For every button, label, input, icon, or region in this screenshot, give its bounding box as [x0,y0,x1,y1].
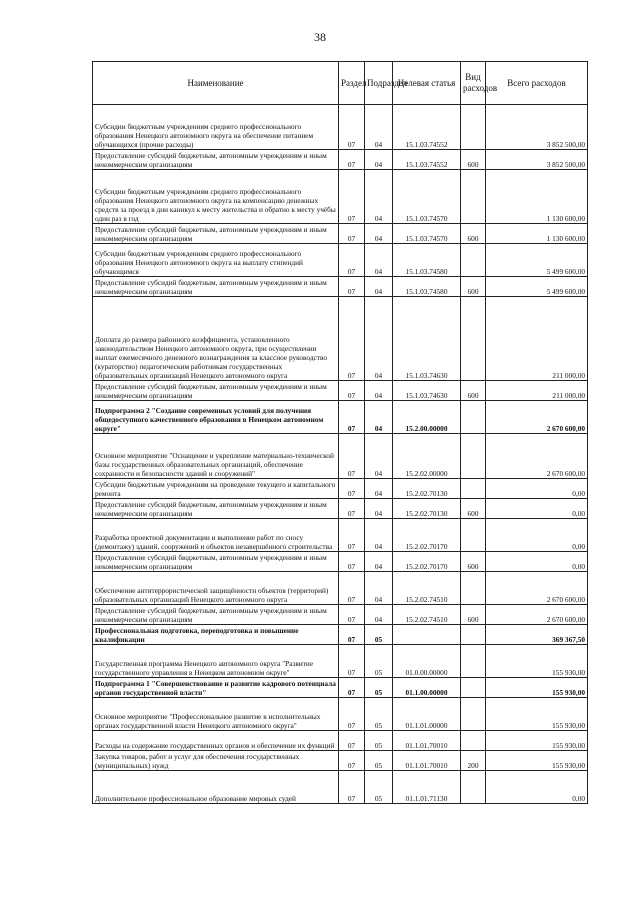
row-total: 0,00 [486,771,588,804]
row-total: 0,00 [486,499,588,519]
row-section: 07 [339,625,365,645]
row-subsection: 04 [365,479,393,499]
table-row [93,499,588,519]
table-row [93,224,588,244]
table-row [93,645,588,678]
row-expense-type: 600 [461,381,486,401]
table-row [93,479,588,499]
row-section: 07 [339,499,365,519]
row-expense-type: 600 [461,605,486,625]
row-total: 0,00 [486,552,588,572]
row-expense-type [461,479,486,499]
row-name: Подпрограмма 2 "Создание современных условий для получения общедоступного качественного образования в Ненецком автономном округе" [93,401,339,434]
row-target-article: 15.1.03.74552 [393,150,461,170]
row-name: Предоставление субсидий бюджетным, автономным учреждениям и иным некоммерческим организациям [93,277,339,297]
row-expense-type: 600 [461,499,486,519]
row-expense-type: 600 [461,552,486,572]
row-subsection: 04 [365,170,393,224]
row-name: Доплата до размера районного коэффициента, установленного законодательством Ненецкого автономного округа, при осуществлении выплат ежемесячного денежного вознаграждения за классное руководство (кураторство) педагогическим работникам государственных образовательных организаций Ненецкого автономного округа [93,297,339,381]
row-target-article: 15.1.03.74630 [393,381,461,401]
row-target-article: 15.2.02.70170 [393,552,461,572]
row-section: 07 [339,170,365,224]
table-row [93,552,588,572]
header-total: Всего расходов [486,62,588,105]
row-subsection: 04 [365,519,393,552]
row-expense-type [461,297,486,381]
row-name: Предоставление субсидий бюджетным, автономным учреждениям и иным некоммерческим организациям [93,552,339,572]
row-section: 07 [339,678,365,698]
row-name: Субсидии бюджетным учреждениям среднего профессионального образования Ненецкого автономного округа на обеспечение питанием обучающихся (прочие расходы) [93,105,339,150]
row-expense-type [461,731,486,751]
table-row [93,297,588,381]
row-expense-type [461,678,486,698]
table-row [93,751,588,771]
row-subsection: 04 [365,605,393,625]
row-target-article: 01.1.01.70010 [393,731,461,751]
row-section: 07 [339,224,365,244]
table-row [93,105,588,150]
row-total: 155 930,00 [486,731,588,751]
row-total: 155 930,00 [486,698,588,731]
row-section: 07 [339,552,365,572]
row-target-article: 15.1.03.74570 [393,170,461,224]
table-row [93,277,588,297]
header-name: Наименование [93,62,339,105]
row-section: 07 [339,645,365,678]
row-section: 07 [339,244,365,277]
header-subsection: Подраздел [365,62,393,105]
row-target-article: 15.1.03.74552 [393,105,461,150]
row-name: Предоставление субсидий бюджетным, автономным учреждениям и иным некоммерческим организациям [93,499,339,519]
table-row [93,731,588,751]
table-row [93,170,588,224]
row-name: Подпрограмма 1 "Совершенствование и развитие кадрового потенциала органов государственной власти" [93,678,339,698]
row-name: Предоставление субсидий бюджетным, автономным учреждениям и иным некоммерческим организациям [93,224,339,244]
row-section: 07 [339,698,365,731]
row-target-article: 15.2.02.70130 [393,499,461,519]
row-expense-type [461,434,486,479]
row-subsection: 05 [365,625,393,645]
row-section: 07 [339,605,365,625]
row-name: Расходы на содержание государственных органов и обеспечение их функций [93,731,339,751]
row-expense-type [461,645,486,678]
row-expense-type [461,519,486,552]
row-target-article: 15.2.02.70130 [393,479,461,499]
header-target-article: Целевая статья [393,62,461,105]
row-name: Предоставление субсидий бюджетным, автономным учреждениям и иным некоммерческим организациям [93,605,339,625]
row-expense-type [461,625,486,645]
row-expense-type [461,244,486,277]
row-target-article: 01.0.00.00000 [393,645,461,678]
row-section: 07 [339,771,365,804]
row-total: 369 367,50 [486,625,588,645]
row-expense-type [461,698,486,731]
row-subsection: 04 [365,277,393,297]
row-target-article: 01.1.01.71130 [393,771,461,804]
row-target-article: 15.2.02.00000 [393,434,461,479]
row-expense-type: 600 [461,150,486,170]
row-total: 2 670 600,00 [486,401,588,434]
row-name: Государственная программа Ненецкого автономного округа "Развитие государственного управления в Ненецком автономном округе" [93,645,339,678]
row-total: 211 000,00 [486,297,588,381]
page-number: 38 [314,30,326,44]
row-expense-type: 200 [461,751,486,771]
table-row [93,434,588,479]
row-section: 07 [339,479,365,499]
table-row [93,572,588,605]
row-subsection: 04 [365,244,393,277]
row-section: 07 [339,381,365,401]
table-row [93,605,588,625]
row-subsection: 04 [365,401,393,434]
row-name: Профессиональная подготовка, переподготовка и повышение квалификации [93,625,339,645]
row-target-article [393,625,461,645]
table-row [93,698,588,731]
row-total: 0,00 [486,479,588,499]
row-total: 2 670 600,00 [486,434,588,479]
row-target-article: 15.1.03.74570 [393,224,461,244]
row-name: Предоставление субсидий бюджетным, автономным учреждениям и иным некоммерческим организациям [93,381,339,401]
row-subsection: 04 [365,552,393,572]
row-name: Субсидии бюджетным учреждениям среднего профессионального образования Ненецкого автономного округа на выплату стипендий обучающимся [93,244,339,277]
row-total: 2 670 600,00 [486,572,588,605]
row-expense-type [461,771,486,804]
row-section: 07 [339,572,365,605]
table-row [93,401,588,434]
row-subsection: 05 [365,698,393,731]
row-section: 07 [339,751,365,771]
header-section: Раздел [339,62,365,105]
row-total: 155 930,00 [486,645,588,678]
row-target-article: 15.1.03.74580 [393,244,461,277]
row-section: 07 [339,297,365,381]
row-subsection: 04 [365,572,393,605]
row-total: 211 000,00 [486,381,588,401]
row-section: 07 [339,519,365,552]
row-total: 1 130 600,00 [486,224,588,244]
row-subsection: 04 [365,150,393,170]
row-total: 155 930,00 [486,678,588,698]
row-subsection: 04 [365,499,393,519]
row-expense-type [461,401,486,434]
row-subsection: 04 [365,381,393,401]
row-section: 07 [339,731,365,751]
row-subsection: 04 [365,224,393,244]
row-subsection: 05 [365,645,393,678]
row-target-article: 15.2.00.00000 [393,401,461,434]
table-header-row [93,62,588,105]
row-name: Предоставление субсидий бюджетным, автономным учреждениям и иным некоммерческим организациям [93,150,339,170]
row-name: Разработка проектной документации и выполнение работ по сносу (демонтажу) зданий, сооружений и объектов незавершённого строительства [93,519,339,552]
row-name: Субсидии бюджетным учреждениям на проведение текущего и капитального ремонта [93,479,339,499]
row-name: Закупка товаров, работ и услуг для обеспечения государственных (муниципальных) нужд [93,751,339,771]
row-expense-type [461,572,486,605]
table-row [93,625,588,645]
row-name: Обеспечение антитеррористической защищённости объектов (территорий) образовательных организаций Ненецкого автономного округа [93,572,339,605]
row-subsection: 04 [365,297,393,381]
row-section: 07 [339,434,365,479]
row-subsection: 04 [365,105,393,150]
row-total: 5 499 600,00 [486,277,588,297]
row-total: 3 852 500,00 [486,150,588,170]
row-subsection: 04 [365,434,393,479]
row-subsection: 05 [365,751,393,771]
row-expense-type: 600 [461,224,486,244]
row-total: 5 499 600,00 [486,244,588,277]
table-body [93,105,588,804]
row-target-article: 15.2.02.70170 [393,519,461,552]
row-section: 07 [339,105,365,150]
row-target-article: 01.1.01.00000 [393,698,461,731]
row-expense-type [461,170,486,224]
table-row [93,150,588,170]
header-expense-type: Вид расходов [461,62,486,105]
row-target-article: 15.2.02.74510 [393,572,461,605]
row-section: 07 [339,401,365,434]
table-row [93,678,588,698]
row-section: 07 [339,150,365,170]
row-total: 3 852 500,00 [486,105,588,150]
row-name: Основное мероприятие "Профессиональное развитие в исполнительных органах государственной власти Ненецкого автономного округа" [93,698,339,731]
row-total: 0,00 [486,519,588,552]
row-total: 2 670 600,00 [486,605,588,625]
row-subsection: 05 [365,771,393,804]
table-row [93,381,588,401]
row-target-article: 15.2.02.74510 [393,605,461,625]
row-subsection: 05 [365,678,393,698]
row-total: 1 130 600,00 [486,170,588,224]
row-subsection: 05 [365,731,393,751]
row-name: Дополнительное профессиональное образование мировых судей [93,771,339,804]
row-total: 155 930,00 [486,751,588,771]
row-target-article: 15.1.03.74580 [393,277,461,297]
row-expense-type [461,105,486,150]
row-target-article: 15.1.03.74630 [393,297,461,381]
table-row [93,519,588,552]
budget-table [92,61,588,804]
row-name: Основное мероприятие "Оснащение и укрепление материально-технической базы государственных образовательных организаций, обеспечение сохранности и безопасности зданий и сооружений" [93,434,339,479]
row-target-article: 01.1.00.00000 [393,678,461,698]
row-expense-type: 600 [461,277,486,297]
row-target-article: 01.1.01.70010 [393,751,461,771]
row-name: Субсидии бюджетным учреждениям среднего профессионального образования Ненецкого автономного округа на компенсацию денежных средств за проезд в дни каникул к месту жительства и обратно к месту учёбы один раз в год [93,170,339,224]
table-row [93,771,588,804]
table-row [93,244,588,277]
row-section: 07 [339,277,365,297]
